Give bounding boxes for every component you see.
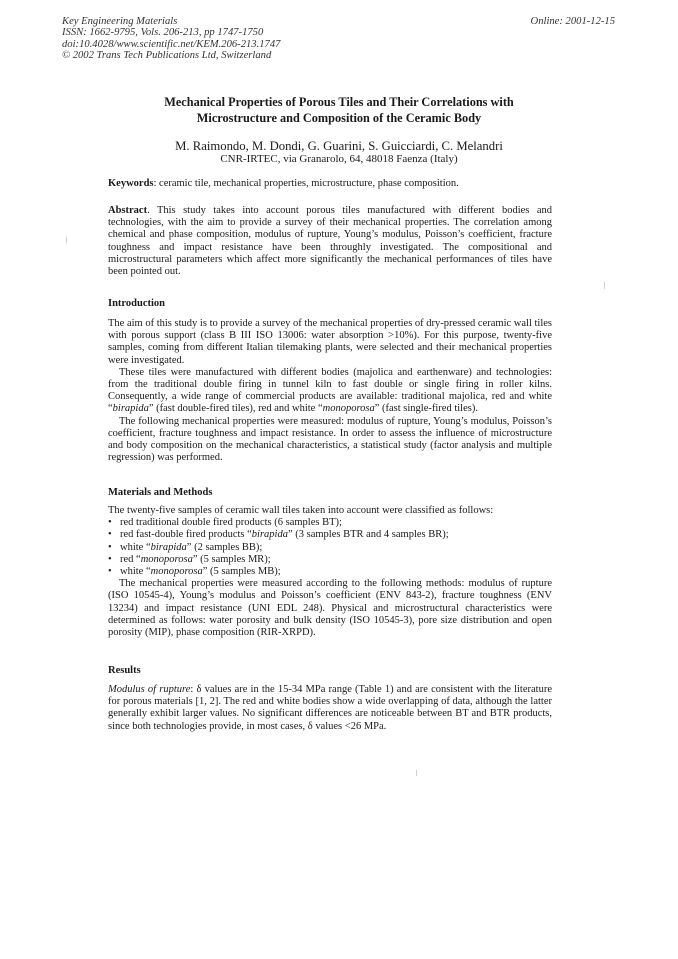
title-line-2: Microstructure and Composition of the Ceramic Body [196,110,482,125]
introduction-body [108,318,552,464]
intro-paragraph-3: The following mechanical properties were measured: modulus of rupture, Young’s modulus, Poisson’s coefficient, fracture toughness and impact resistance. In order to assess the influence of microstructure and body composition on the mechanical characteristics, a statistical study (factor analysis and multiple regression) was performed. [108,415,552,464]
journal-name: Key Engineering Materials [62,16,178,27]
keywords-label: Keywords [108,178,154,189]
author-list: M. Raimondo, M. Dondi, G. Guarini, S. Guicciardi, C. Melandri [175,139,503,153]
scan-speck [416,770,417,776]
results-body [108,684,552,733]
paper-title [60,95,618,126]
list-item: • red traditional double fired products (6 samples BT); [108,517,552,529]
sample-class-list [108,517,552,578]
list-item-term: birapida [251,529,288,541]
methods-intro: The twenty-five samples of ceramic wall tiles taken into account were classified as follows: [108,505,494,516]
list-item [108,529,552,541]
methods-body [108,505,552,639]
affiliation: CNR-IRTEC, via Granarolo, 64, 48018 Faenza (Italy) [220,153,458,165]
intro-paragraph-1: The aim of this study is to provide a survey of the mechanical properties of dry-pressed ceramic wall tiles with porous support (class B III ISO 13006: water absorption >10%). For this purpose, twenty-five samples, coming from different Italian tilemaking plants, were selected and their mechanical properties were investigated. [108,318,552,366]
intro-paragraph-2 [108,367,552,416]
list-item-term: monoporosa [140,553,193,565]
online-date: Online: 2001-12-15 [530,16,615,27]
results-lead-term: Modulus of rupture [108,684,191,695]
intro-p2-term-birapida: birapida [112,403,149,415]
intro-p2-term-monoporosa: monoporosa [322,403,375,415]
results-text: : δ values are in the 15-34 MPa range (Table 1) and are consistent with the literature for porous materials [1, 2]. The red and white bodies show a wide overlapping of data, although the latter generally exhibit larger values. No significant differences are noticeable between BT and BTR products, since both technologies provide, in most cases, δ values <26 MPa. [108,684,552,732]
abstract-text: . This study takes into account porous tiles manufactured with different bodies and technologies, with the aim to provide a survey of their mechanical properties. The correlation among chemical and phase composition, modulus of rupture, Young’s modulus, Poisson’s coefficient, fracture toughness and impact resistance have been throughly investigated. The compositional and microstructural parameters which affect more significantly the mechanical performances of tiles have been pointed out. [108,205,552,278]
introduction-heading: Introduction [108,298,165,309]
list-item-text: red fast-double fired products “ [120,529,252,541]
issn-line: ISSN: 1662-9795, Vols. 206-213, pp 1747-1750 [62,27,264,39]
doi-link[interactable]: doi:10.4028/www.scientific.net/KEM.206-213.1747 [62,38,281,50]
results-paragraph [108,684,552,733]
list-item-text: ” (5 samples MR); [192,553,271,565]
list-item-text: ” (2 samples BB); [186,541,263,553]
list-item-text: ” (3 samples BTR and 4 samples BR); [287,529,449,541]
intro-p2-text-c: ” (fast double-fired tiles), red and white “ [148,403,323,415]
intro-p2-text-e: ” (fast single-fired tiles). [374,403,478,415]
scan-speck [66,237,67,243]
list-item-text: red “ [120,553,141,565]
methods-paragraph-2: The mechanical properties were measured according to the following methods: modulus of rupture (ISO 10545-4), Young’s modulus and Poisson’s coefficient (ENV 843-2), fracture toughness (ENV 13234) and impact resistance (UNI EDL 248). Physical and microstructural characteristics were determined as follows: water porosity and bulk density (ISO 10545-3), pore size distribution and open porosity (MIP), phase composition (RIR-XRPD). [108,578,552,639]
list-item [108,566,552,578]
methods-heading: Materials and Methods [108,487,213,498]
keywords-text: : ceramic tile, mechanical properties, microstructure, phase composition. [153,178,459,189]
list-item-text: ” (5 samples MB); [202,566,281,578]
journal-header [62,16,280,61]
intro-p2-text-a: These tiles were manufactured with different bodies (majolica and earthenware) and technologies: from the traditional double firing in tunnel kiln to fast double or single firing in roller kilns. Consequently, a wide range of commercial products are available: traditional majolica, red and white “ [108,366,552,415]
abstract-label: Abstract [108,205,148,216]
abstract-paragraph [108,205,552,278]
list-item [108,554,552,566]
list-item-term: monoporosa [150,566,203,578]
keywords-paragraph [108,178,552,190]
list-item-term: birapida [150,541,187,553]
results-heading: Results [108,665,141,676]
list-item-text: white “ [120,541,151,553]
list-item-text: white “ [120,566,151,578]
title-line-1: Mechanical Properties of Porous Tiles and Their Correlations with [164,95,514,109]
list-item [108,542,552,554]
scan-speck [604,282,605,289]
copyright-line: © 2002 Trans Tech Publications Ltd, Switzerland [62,49,272,61]
